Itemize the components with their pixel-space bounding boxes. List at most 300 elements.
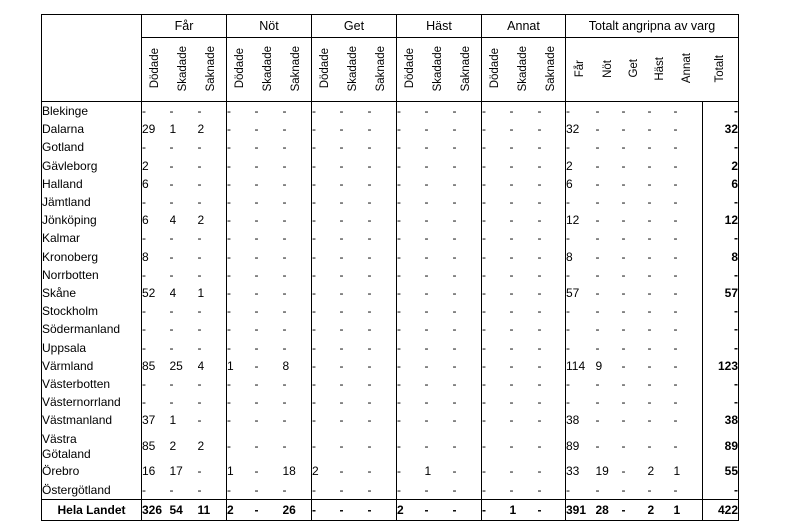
row-9-cell-18: - — [647, 267, 652, 282]
row-13-cell-12: - — [482, 338, 510, 356]
row-14-cell-10: - — [424, 358, 429, 373]
row-18-cell-5: - — [282, 438, 287, 453]
row-3-cell-7: - — [339, 158, 344, 173]
row-20-cell-6: - — [312, 481, 340, 500]
row-4-cell-10: - — [424, 176, 429, 191]
row-12-cell-2: - — [197, 322, 202, 337]
subheader-1-2-label: Saknade — [290, 45, 302, 92]
row-19-cell-7: - — [339, 464, 344, 479]
row-12-cell-12: - — [482, 320, 510, 338]
row-2-total: - — [703, 138, 739, 156]
row-18-cell-12: - — [482, 429, 510, 462]
subheader-1-0-label: Dödade — [234, 48, 246, 89]
row-14-cell-8: - — [367, 358, 372, 373]
subheader-total-0-label: Får — [574, 59, 586, 78]
table-row — [42, 302, 739, 320]
row-16-cell-2: - — [197, 395, 202, 410]
row-7-cell-13: - — [509, 231, 514, 246]
country-total-cell-11: - — [453, 499, 482, 520]
country-total-cell-14: - — [538, 499, 566, 520]
row-19-cell-8: - — [367, 464, 372, 479]
subheader-0-2 — [198, 38, 227, 102]
row-10-cell-3: - — [227, 284, 255, 302]
row-18-cell-0: 85 — [142, 429, 170, 462]
row-17-cell-1: 1 — [169, 413, 177, 428]
row-2-cell-15: - — [566, 138, 596, 156]
row-2-cell-2: - — [197, 140, 202, 155]
subheader-0-1 — [170, 38, 198, 102]
row-7-cell-8: - — [367, 231, 372, 246]
table-row — [42, 248, 739, 266]
row-18-cell-1: 2 — [169, 438, 177, 453]
row-4-cell-9: - — [397, 175, 425, 193]
row-0-cell-2: - — [197, 104, 202, 119]
row-7-cell-9: - — [397, 229, 425, 247]
row-14-total: 123 — [703, 357, 739, 375]
row-9-cell-0: - — [142, 266, 170, 284]
row-20-cell-3: - — [227, 481, 255, 500]
row-6-cell-13: - — [509, 213, 514, 228]
subheader-0-1-label: Skadade — [176, 45, 189, 92]
row-14-cell-17: - — [621, 358, 626, 373]
subheader-2-2 — [368, 38, 397, 102]
row-17-cell-11: - — [452, 413, 457, 428]
row-0-cell-8: - — [367, 104, 372, 119]
row-2-cell-9: - — [397, 138, 425, 156]
row-14-cell-9: - — [397, 357, 425, 375]
row-6-cell-17: - — [621, 213, 626, 228]
row-13-cell-5: - — [282, 340, 287, 355]
subheader-3-2 — [453, 38, 482, 102]
row-15-cell-10: - — [424, 376, 429, 391]
row-8-cell-6: - — [312, 248, 340, 266]
row-3-cell-17: - — [621, 158, 626, 173]
row-6-cell-16: - — [595, 213, 600, 228]
row-7-cell-15: - — [566, 229, 596, 247]
row-13-cell-4: - — [254, 340, 259, 355]
row-3-cell-11: - — [452, 158, 457, 173]
row-15-cell-7: - — [339, 376, 344, 391]
row-0-cell-1: - — [169, 104, 174, 119]
row-9-cell-15: - — [566, 266, 596, 284]
subheader-1-2 — [283, 38, 312, 102]
row-17-cell-9: - — [397, 411, 425, 429]
row-13-cell-2: - — [197, 340, 202, 355]
row-2-cell-17: - — [621, 140, 626, 155]
row-8-cell-0: 8 — [142, 248, 170, 266]
row-1-cell-12: - — [482, 120, 510, 138]
country-total-cell-18: 2 — [648, 499, 674, 520]
row-18-cell-14: - — [537, 438, 542, 453]
row-0-cell-15: - — [566, 102, 596, 121]
row-11-cell-10: - — [424, 304, 429, 319]
county-name: Uppsala — [42, 338, 142, 356]
row-10-total: 57 — [703, 284, 739, 302]
country-total-cell-3: 2 — [227, 499, 255, 520]
row-4-cell-12: - — [482, 175, 510, 193]
table-body — [42, 102, 739, 521]
row-2-cell-10: - — [424, 140, 429, 155]
row-12-cell-13: - — [509, 322, 514, 337]
row-16-cell-1: - — [169, 395, 174, 410]
row-20-cell-19: - — [674, 481, 703, 500]
row-12-cell-16: - — [595, 322, 600, 337]
row-18-cell-6: - — [312, 429, 340, 462]
group-far: Får — [142, 15, 227, 38]
row-2-cell-13: - — [509, 140, 514, 155]
table-row — [42, 429, 739, 462]
country-total-cell-10: - — [425, 499, 453, 520]
row-0-cell-13: - — [509, 104, 514, 119]
subheader-total-0 — [566, 38, 596, 102]
row-1-total: 32 — [703, 120, 739, 138]
row-17-cell-7: - — [339, 413, 344, 428]
row-1-cell-15: 32 — [566, 120, 596, 138]
row-10-cell-2: 1 — [197, 285, 205, 300]
row-14-cell-6: - — [312, 357, 340, 375]
row-18-cell-9: - — [397, 429, 425, 462]
table-row — [42, 120, 739, 138]
row-1-cell-16: - — [595, 122, 600, 137]
row-0-cell-19: - — [673, 104, 678, 119]
row-0-cell-12: - — [482, 102, 510, 121]
row-15-cell-19: - — [673, 376, 678, 391]
row-10-cell-5: - — [282, 285, 287, 300]
row-14-cell-12: - — [482, 357, 510, 375]
county-name: Västmanland — [42, 411, 142, 429]
row-12-cell-6: - — [312, 320, 340, 338]
row-15-cell-9: - — [397, 375, 425, 393]
group-not: Nöt — [227, 15, 312, 38]
row-6-cell-7: - — [339, 213, 344, 228]
row-0-cell-14: - — [537, 104, 542, 119]
table-row — [42, 320, 739, 338]
row-4-cell-1: - — [169, 176, 174, 191]
row-15-cell-5: - — [282, 376, 287, 391]
row-19-cell-14: - — [537, 464, 542, 479]
corner-cell — [42, 15, 142, 38]
row-3-cell-12: - — [482, 157, 510, 175]
row-14-cell-19: - — [673, 358, 678, 373]
row-7-cell-14: - — [537, 231, 542, 246]
county-name: Norrbotten — [42, 266, 142, 284]
subheader-4-2 — [538, 38, 566, 102]
row-5-cell-14: - — [537, 195, 542, 210]
county-name: Värmland — [42, 357, 142, 375]
row-15-cell-12: - — [482, 375, 510, 393]
row-3-cell-13: - — [509, 158, 514, 173]
row-11-cell-12: - — [482, 302, 510, 320]
row-8-cell-4: - — [254, 249, 259, 264]
row-13-cell-13: - — [509, 340, 514, 355]
row-17-cell-3: - — [227, 411, 255, 429]
subheader-grand-total-label: Totalt — [713, 54, 726, 83]
row-7-cell-0: - — [142, 229, 170, 247]
row-9-total: - — [703, 266, 739, 284]
row-8-cell-3: - — [227, 248, 255, 266]
row-0-cell-18: - — [647, 104, 652, 119]
row-8-cell-18: - — [647, 249, 652, 264]
row-8-cell-1: - — [169, 249, 174, 264]
row-13-cell-0: - — [142, 338, 170, 356]
country-total-cell-12: - — [482, 499, 510, 520]
row-8-cell-16: - — [595, 249, 600, 264]
row-13-cell-9: - — [397, 338, 425, 356]
row-5-cell-11: - — [452, 195, 457, 210]
county-name: Västernorrland — [42, 393, 142, 411]
row-2-cell-19: - — [673, 140, 678, 155]
row-10-cell-0: 52 — [142, 284, 170, 302]
row-0-cell-5: - — [282, 104, 287, 119]
row-8-cell-19: - — [673, 249, 678, 264]
country-total-cell-4: - — [255, 499, 283, 520]
row-1-cell-11: - — [452, 122, 457, 137]
row-1-cell-19: - — [673, 122, 678, 137]
row-12-cell-3: - — [227, 320, 255, 338]
row-15-cell-11: - — [452, 376, 457, 391]
row-4-cell-0: 6 — [142, 175, 170, 193]
row-18-cell-8: - — [367, 438, 372, 453]
row-10-cell-9: - — [397, 284, 425, 302]
row-12-cell-7: - — [339, 322, 344, 337]
row-14-cell-13: - — [509, 358, 514, 373]
subheader-0-0 — [142, 38, 170, 102]
subheader-1-0 — [227, 38, 255, 102]
row-20-cell-7: - — [340, 481, 368, 500]
country-total-cell-6: - — [312, 499, 340, 520]
row-0-cell-9: - — [397, 102, 425, 121]
row-6-cell-0: 6 — [142, 211, 170, 229]
county-name: Jönköping — [42, 211, 142, 229]
row-12-cell-9: - — [397, 320, 425, 338]
row-16-cell-5: - — [282, 395, 287, 410]
row-13-cell-19: - — [673, 340, 678, 355]
row-18-cell-11: - — [452, 438, 457, 453]
row-3-cell-14: - — [537, 158, 542, 173]
country-total-total: 422 — [703, 499, 739, 520]
row-5-cell-12: - — [482, 193, 510, 211]
row-12-cell-0: - — [142, 320, 170, 338]
row-7-cell-10: - — [424, 231, 429, 246]
row-11-cell-0: - — [142, 302, 170, 320]
row-15-total: - — [703, 375, 739, 393]
row-16-cell-17: - — [621, 395, 626, 410]
row-10-cell-11: - — [452, 285, 457, 300]
row-8-cell-12: - — [482, 248, 510, 266]
row-7-cell-11: - — [452, 231, 457, 246]
row-14-cell-3: 1 — [227, 357, 255, 375]
group-totalt: Totalt angripna av varg — [566, 15, 739, 38]
row-6-cell-19: - — [673, 213, 678, 228]
row-11-cell-1: - — [169, 304, 174, 319]
row-15-cell-14: - — [537, 376, 542, 391]
subheader-4-0 — [482, 38, 510, 102]
row-19-cell-2: - — [197, 464, 202, 479]
row-9-cell-19: - — [673, 267, 678, 282]
country-total-cell-0: 326 — [142, 499, 170, 520]
row-10-cell-14: - — [537, 285, 542, 300]
row-12-cell-14: - — [537, 322, 542, 337]
row-6-cell-9: - — [397, 211, 425, 229]
row-11-total: - — [703, 302, 739, 320]
row-1-cell-17: - — [621, 122, 626, 137]
row-17-cell-12: - — [482, 411, 510, 429]
row-8-cell-11: - — [452, 249, 457, 264]
row-14-cell-11: - — [452, 358, 457, 373]
county-name: Skåne — [42, 284, 142, 302]
row-18-cell-7: - — [339, 438, 344, 453]
table-row — [42, 481, 739, 500]
row-8-cell-14: - — [537, 249, 542, 264]
row-19-cell-18: 2 — [647, 464, 655, 479]
subheader-total-4 — [674, 38, 703, 102]
row-16-cell-4: - — [254, 395, 259, 410]
row-6-total: 12 — [703, 211, 739, 229]
row-3-cell-10: - — [424, 158, 429, 173]
row-2-cell-7: - — [339, 140, 344, 155]
row-17-cell-5: - — [282, 413, 287, 428]
row-10-cell-6: - — [312, 284, 340, 302]
row-20-cell-0: - — [142, 481, 170, 500]
row-7-cell-1: - — [169, 231, 174, 246]
row-6-cell-1: 4 — [169, 213, 177, 228]
county-name: Västerbotten — [42, 375, 142, 393]
table-row — [42, 266, 739, 284]
row-18-cell-19: - — [673, 438, 678, 453]
row-7-cell-16: - — [595, 231, 600, 246]
row-10-cell-15: 57 — [566, 284, 596, 302]
predation-table — [41, 14, 739, 521]
table-row — [42, 411, 739, 429]
row-1-cell-5: - — [282, 122, 287, 137]
row-13-cell-15: - — [566, 338, 596, 356]
table-row — [42, 175, 739, 193]
row-17-cell-17: - — [621, 413, 626, 428]
row-2-cell-11: - — [452, 140, 457, 155]
row-9-cell-9: - — [397, 266, 425, 284]
row-9-cell-14: - — [537, 267, 542, 282]
row-13-cell-18: - — [647, 340, 652, 355]
row-0-cell-16: - — [595, 104, 600, 119]
row-13-cell-7: - — [339, 340, 344, 355]
row-16-cell-12: - — [482, 393, 510, 411]
row-14-cell-7: - — [339, 358, 344, 373]
row-17-cell-15: 38 — [566, 411, 596, 429]
row-14-cell-15: 114 — [566, 357, 596, 375]
county-name: Jämtland — [42, 193, 142, 211]
row-19-cell-13: - — [509, 464, 514, 479]
row-7-cell-17: - — [621, 231, 626, 246]
row-13-cell-3: - — [227, 338, 255, 356]
row-4-cell-11: - — [452, 176, 457, 191]
row-11-cell-7: - — [339, 304, 344, 319]
row-14-cell-1: 25 — [169, 358, 183, 373]
row-13-cell-10: - — [424, 340, 429, 355]
county-name: Stockholm — [42, 302, 142, 320]
row-18-cell-4: - — [254, 438, 259, 453]
row-1-cell-18: - — [647, 122, 652, 137]
row-7-cell-5: - — [282, 231, 287, 246]
row-12-cell-10: - — [424, 322, 429, 337]
row-19-cell-6: 2 — [312, 462, 340, 480]
row-15-cell-1: - — [169, 376, 174, 391]
row-12-cell-5: - — [282, 322, 287, 337]
row-7-cell-12: - — [482, 229, 510, 247]
row-12-cell-17: - — [621, 322, 626, 337]
row-12-cell-1: - — [169, 322, 174, 337]
row-2-cell-12: - — [482, 138, 510, 156]
row-2-cell-8: - — [367, 140, 372, 155]
row-7-total: - — [703, 229, 739, 247]
row-3-cell-4: - — [254, 158, 259, 173]
row-10-cell-12: - — [482, 284, 510, 302]
row-0-total: - — [703, 102, 739, 121]
subheader-total-2-label: Get — [627, 59, 640, 78]
row-10-cell-18: - — [647, 285, 652, 300]
row-8-cell-5: - — [282, 249, 287, 264]
row-8-cell-2: - — [197, 249, 202, 264]
table-row — [42, 357, 739, 375]
table-row — [42, 138, 739, 156]
row-18-cell-2: 2 — [197, 438, 205, 453]
row-17-cell-2: - — [197, 413, 202, 428]
county-name: Örebro — [42, 462, 142, 480]
country-total-cell-7: - — [340, 499, 368, 520]
row-19-cell-15: 33 — [566, 462, 596, 480]
row-1-cell-3: - — [227, 120, 255, 138]
row-5-cell-10: - — [424, 195, 429, 210]
row-8-cell-15: 8 — [566, 248, 596, 266]
row-17-cell-18: - — [647, 413, 652, 428]
row-18-total: 89 — [703, 429, 739, 462]
row-10-cell-8: - — [367, 285, 372, 300]
row-10-cell-4: - — [254, 285, 259, 300]
row-3-cell-6: - — [312, 157, 340, 175]
row-14-cell-14: - — [537, 358, 542, 373]
row-19-cell-0: 16 — [142, 462, 170, 480]
row-3-cell-5: - — [282, 158, 287, 173]
row-10-cell-19: - — [673, 285, 678, 300]
row-4-total: 6 — [703, 175, 739, 193]
row-5-cell-8: - — [367, 195, 372, 210]
country-total-cell-9: 2 — [397, 499, 425, 520]
row-3-cell-3: - — [227, 157, 255, 175]
row-16-cell-3: - — [227, 393, 255, 411]
row-20-total: - — [703, 481, 739, 500]
row-17-cell-13: - — [509, 413, 514, 428]
row-2-cell-14: - — [537, 140, 542, 155]
row-20-cell-18: - — [648, 481, 674, 500]
row-20-cell-16: - — [596, 481, 622, 500]
row-19-cell-4: - — [254, 464, 259, 479]
row-5-cell-9: - — [397, 193, 425, 211]
row-15-cell-0: - — [142, 375, 170, 393]
row-5-cell-18: - — [647, 195, 652, 210]
group-annat: Annat — [482, 15, 566, 38]
subheader-1-1 — [255, 38, 283, 102]
row-1-cell-1: 1 — [169, 122, 177, 137]
row-16-cell-16: - — [595, 395, 600, 410]
table-row — [42, 157, 739, 175]
row-6-cell-3: - — [227, 211, 255, 229]
country-total-row — [42, 499, 739, 520]
row-20-cell-13: - — [510, 481, 538, 500]
row-14-cell-16: 9 — [595, 358, 603, 373]
row-6-cell-15: 12 — [566, 211, 596, 229]
row-11-cell-3: - — [227, 302, 255, 320]
row-9-cell-4: - — [254, 267, 259, 282]
subheader-total-1-label: Nöt — [601, 59, 614, 78]
